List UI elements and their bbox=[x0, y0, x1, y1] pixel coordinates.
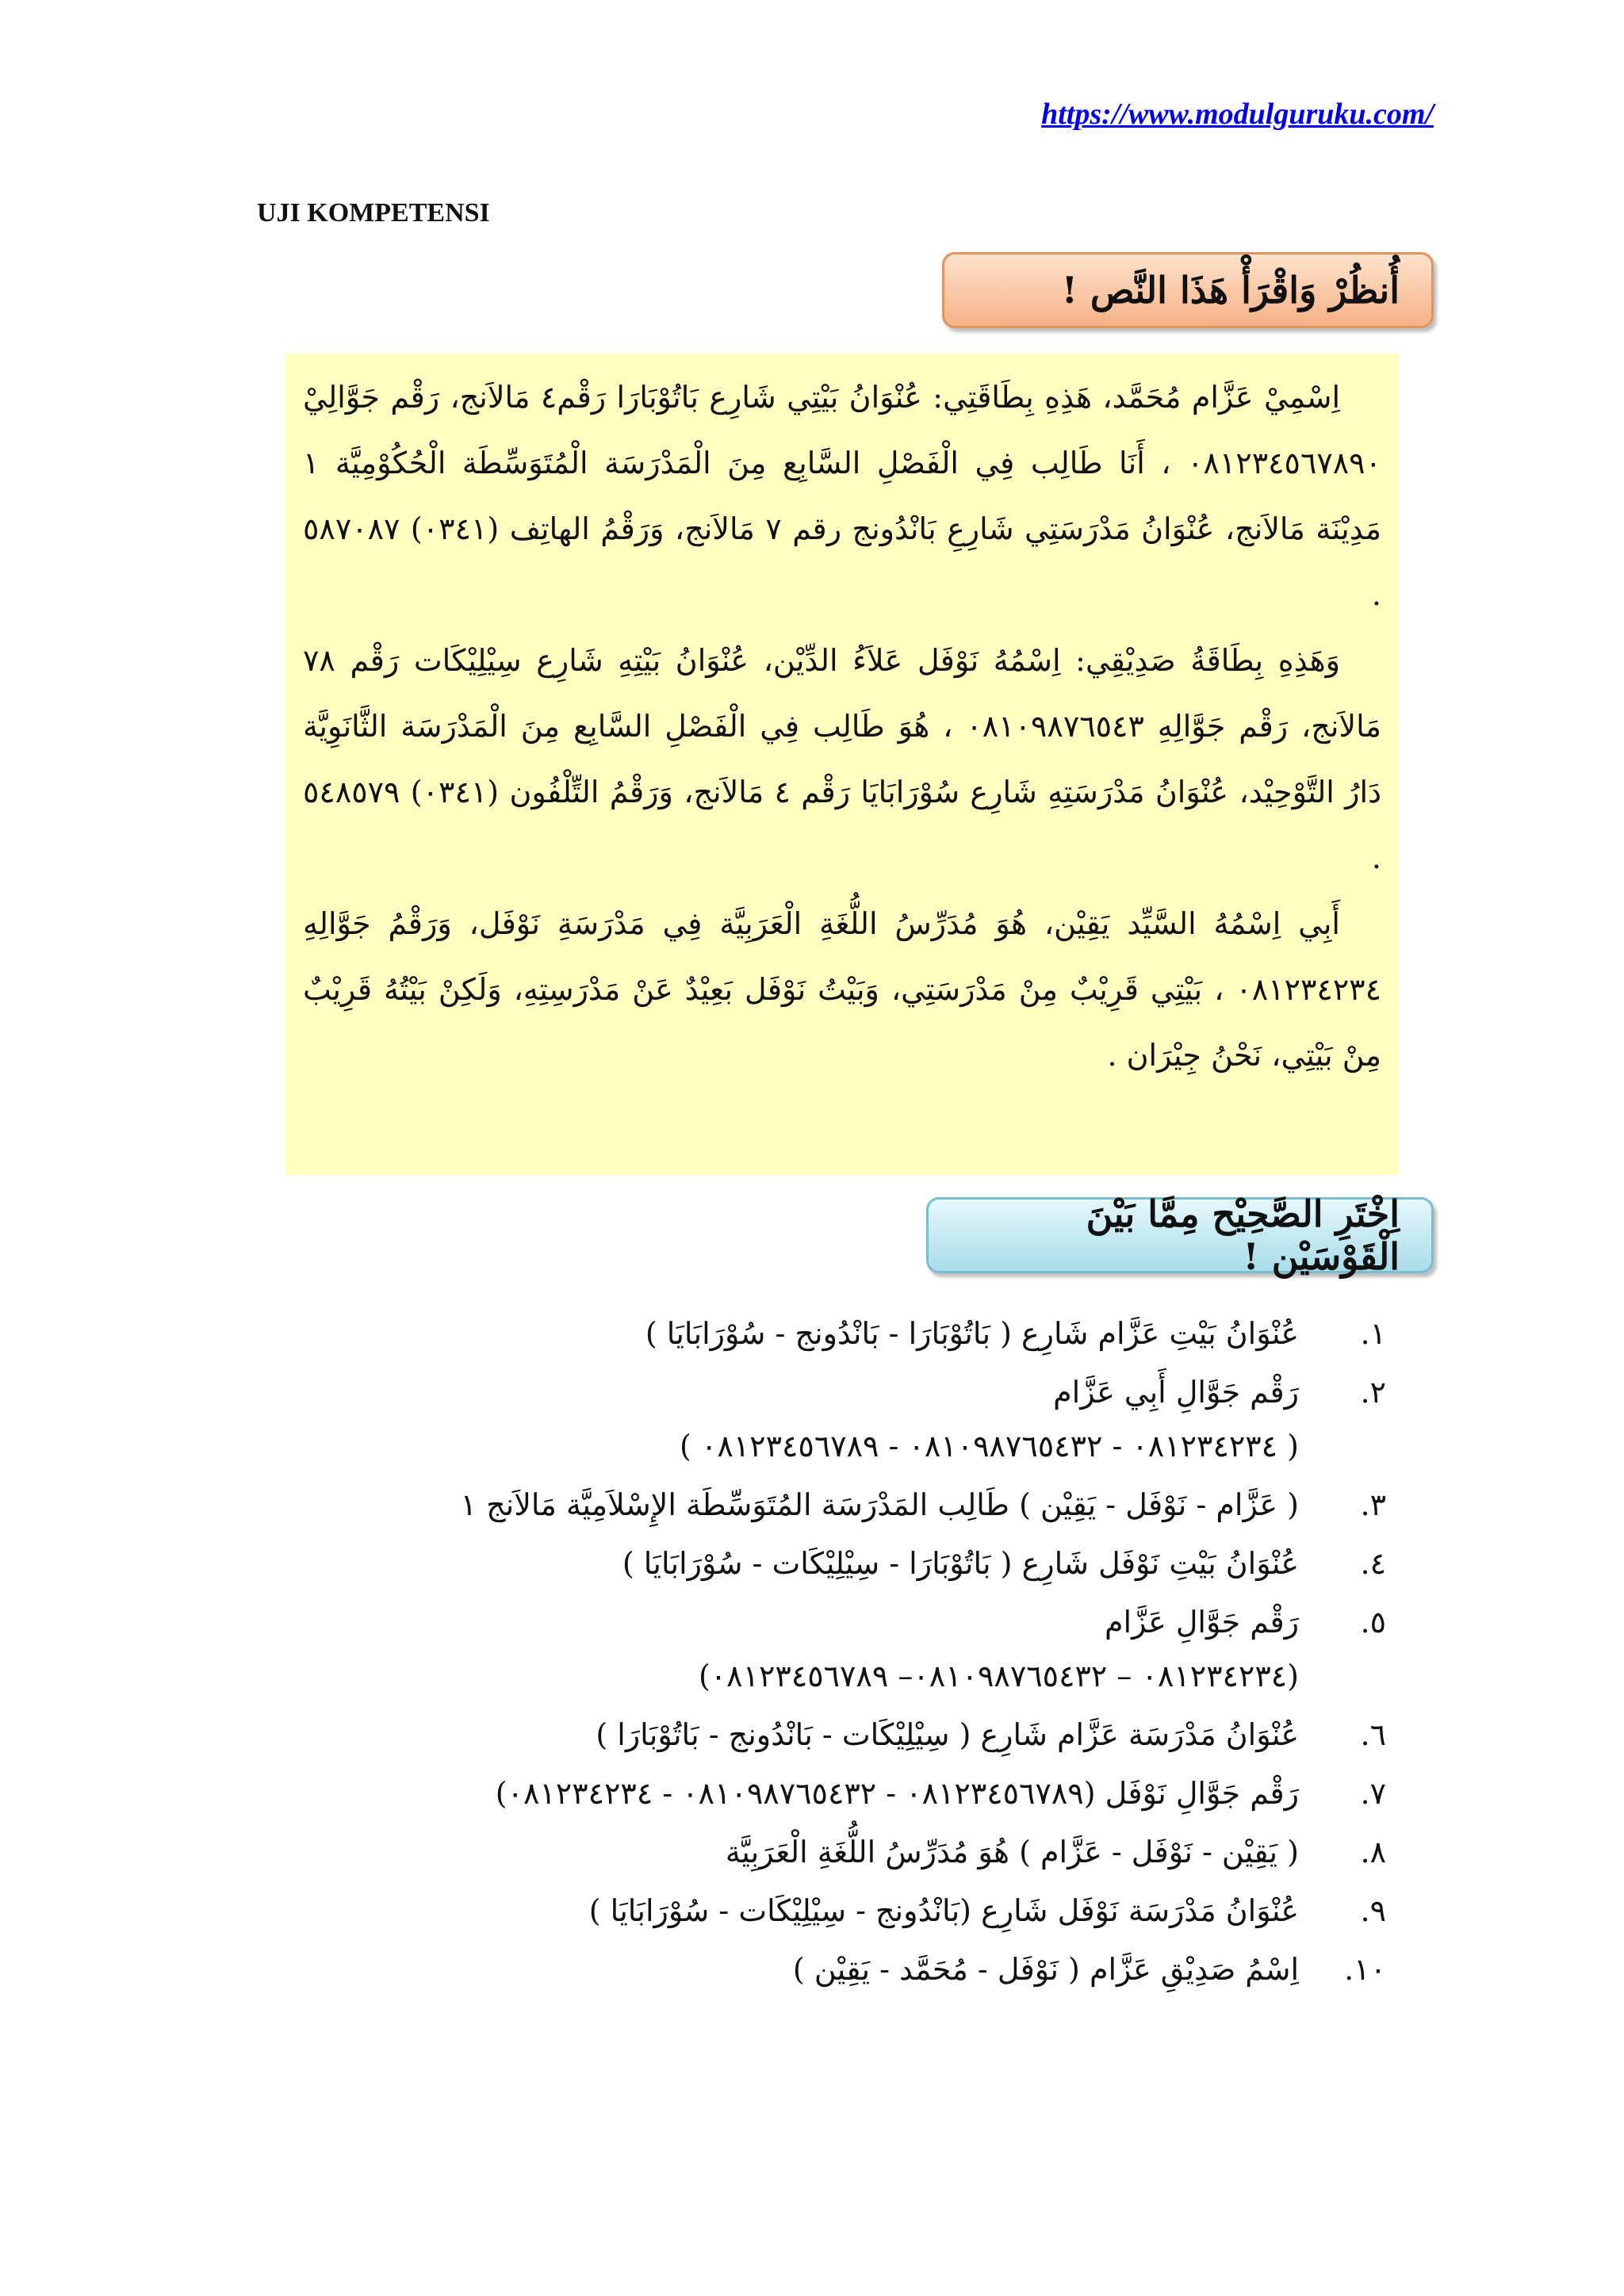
question-options: (٠٨١٢٣٤٢٣٤ – ٠٨١٠٩٨٧٦٥٤٣٢– ٠٨١٢٣٤٥٦٧٨٩) bbox=[698, 1659, 1299, 1693]
question-text: عُنْوَانُ مَدْرَسَة نَوْفَل شَارِع (بَانْدُونج - سِيْلِيْكَات - سُوْرَابَايَا ) bbox=[588, 1893, 1299, 1928]
questions-instruction-text: اِخْتَرِ الصَّحِيْح مِمَّا بَيْنَ الْقَوْسَيْن ! bbox=[1086, 1192, 1400, 1278]
reading-paragraph: أَبِي اِسْمُهُ السَّيِّد يَقِيْن، هُوَ مُدَرِّسُ اللُّغَةِ الْعَرَبِيَّة فِي مَدْرَسَةِ نَوْفَل، وَرَقْمُ جَوَّالِهِ ٠٨١٢٣٤٢٣٤ ، بَيْتِي قَرِيْبٌ مِنْ مَدْرَسَتِي، وَبَيْتُ نَوْفَل بَعِيْدٌ عَنْ مَدْرَسِتِهِ، وَلَكِنْ بَيْتُهُ قَرِيْبٌ مِنْ بَيْتِي، نَحْنُ جِيْرَان . bbox=[303, 906, 1381, 1073]
question-text: رَقْم جَوَّالِ نَوْفَل (٠٨١٢٣٤٥٦٧٨٩ - ٠٨١٠٩٨٧٦٥٤٣٢ - ٠٨١٢٣٤٢٣٤) bbox=[495, 1776, 1299, 1811]
question-item bbox=[308, 1536, 1386, 1590]
question-text: اِسْمُ صَدِيْقِ عَزَّام ( نَوْفَل - مُحَمَّد - يَقِيْن ) bbox=[792, 1952, 1299, 1987]
question-item bbox=[308, 1884, 1386, 1938]
question-number: ٥. bbox=[1360, 1605, 1386, 1640]
question-number: ١٠. bbox=[1344, 1952, 1386, 1987]
question-number: ٧. bbox=[1360, 1776, 1386, 1811]
question-item bbox=[308, 1307, 1386, 1360]
reading-paragraph: وَهَذِهِ بِطَاقَةُ صَدِيْقِي: اِسْمُهُ نَوْفَل عَلاَءُ الدِّيْن، عُنْوَانُ بَيْتِهِ شَارِع سِيْلِيْكَات رَقْم ٧٨ مَالاَنج، رَقْم جَوَّالِهِ ٠٨١٠٩٨٧٦٥٤٣ ، هُوَ طَالِب فِي الْفَصْلِ السَّابِع مِنَ الْمَدْرَسَة الثَّانَوِيَّة دَارُ التَّوْحِيْد، عُنْوَانُ مَدْرَسَتِهِ شَارِع سُوْرَابَايَا رَقْم ٤ مَالاَنج، وَرَقْمُ التِّلْفُون (٠٣٤١) ٥٤٨٥٧٩ . bbox=[303, 643, 1382, 875]
question-text: رَقْم جَوَّالِ أَبِي عَزَّام bbox=[1053, 1375, 1299, 1410]
question-options: ( ٠٨١٢٣٤٢٣٤ - ٠٨١٠٩٨٧٦٥٤٣٢ - ٠٨١٢٣٤٥٦٧٨٩ ) bbox=[680, 1429, 1299, 1464]
questions-instruction-banner bbox=[926, 1192, 1434, 1278]
question-item bbox=[308, 1766, 1386, 1820]
question-text: ( يَقِيْن - نَوْفَل - عَزَّام ) هُوَ مُدَرِّسُ اللُّغَةِ الْعَرَبِيَّة bbox=[725, 1835, 1299, 1869]
question-item bbox=[308, 1365, 1386, 1473]
question-item bbox=[308, 1595, 1386, 1703]
question-item bbox=[308, 1942, 1386, 1996]
question-text: رَقْم جَوَّالِ عَزَّام bbox=[1105, 1605, 1299, 1640]
question-number: ٨. bbox=[1360, 1835, 1386, 1869]
question-number: ١. bbox=[1360, 1316, 1386, 1351]
question-text: عُنْوَانُ بَيْتِ نَوْفَل شَارِع ( بَاتُوْبَارَا - سِيْلِيْكَات - سُوْرَابَايَا ) bbox=[622, 1546, 1299, 1581]
question-number: ٤. bbox=[1360, 1546, 1386, 1581]
question-text: عُنْوَانُ بَيْتِ عَزَّام شَارِع ( بَاتُوْبَارَا - بَانْدُونج - سُوْرَابَايَا ) bbox=[645, 1316, 1299, 1351]
question-number: ٩. bbox=[1360, 1893, 1386, 1928]
question-item bbox=[308, 1478, 1386, 1532]
question-text: ( عَزَّام - نَوْفَل - يَقِيْن ) طَالِب المَدْرَسَة المُتَوَسِّطَة الإِسْلاَمِيَّة مَالاَنج ١ bbox=[460, 1487, 1299, 1522]
section-title: UJI KOMPETENSI bbox=[257, 198, 490, 228]
question-number: ٢. bbox=[1360, 1375, 1386, 1410]
question-number: ٦. bbox=[1360, 1717, 1386, 1752]
question-number: ٣. bbox=[1360, 1487, 1386, 1522]
reading-instruction-banner bbox=[942, 252, 1434, 328]
reading-paragraph: اِسْمِيْ عَزَّام مُحَمَّد، هَذِهِ بِطَاقَتِي: عُنْوَانُ بَيْتِي شَارِع بَاتُوْبَارَا رَقْم٤ مَالاَنج، رَقْم جَوَّالِيْ ٠٨١٢٣٤٥٦٧٨٩٠ ، أَنَا طَالِب فِي الْفَصْلِ السَّابِع مِنَ الْمَدْرَسَة الْمُتَوَسِّطَة الْحُكُوْمِيَّة ١ مَدِيْنَة مَالاَنج، عُنْوَانُ مَدْرَسَتِي شَارِعِ بَانْدُونج رقم ٧ مَالاَنج، وَرَقْمُ الهاتِف (٠٣٤١) ٥٨٧٠٨٧ . bbox=[303, 380, 1381, 612]
reading-instruction-text: أُنظُرْ وَاقْرَأْ هَذَا النَّص ! bbox=[1061, 269, 1400, 312]
question-item bbox=[308, 1825, 1386, 1879]
question-item bbox=[308, 1708, 1386, 1762]
reading-text-box bbox=[285, 354, 1399, 1175]
site-url-link[interactable]: https://www.modulguruku.com/ bbox=[1041, 98, 1434, 131]
question-list bbox=[308, 1307, 1386, 2001]
question-text: عُنْوَانُ مَدْرَسَة عَزَّام شَارِع ( سِيْلِيْكَات - بَانْدُونج - بَاتُوْبَارَا ) bbox=[596, 1717, 1299, 1752]
